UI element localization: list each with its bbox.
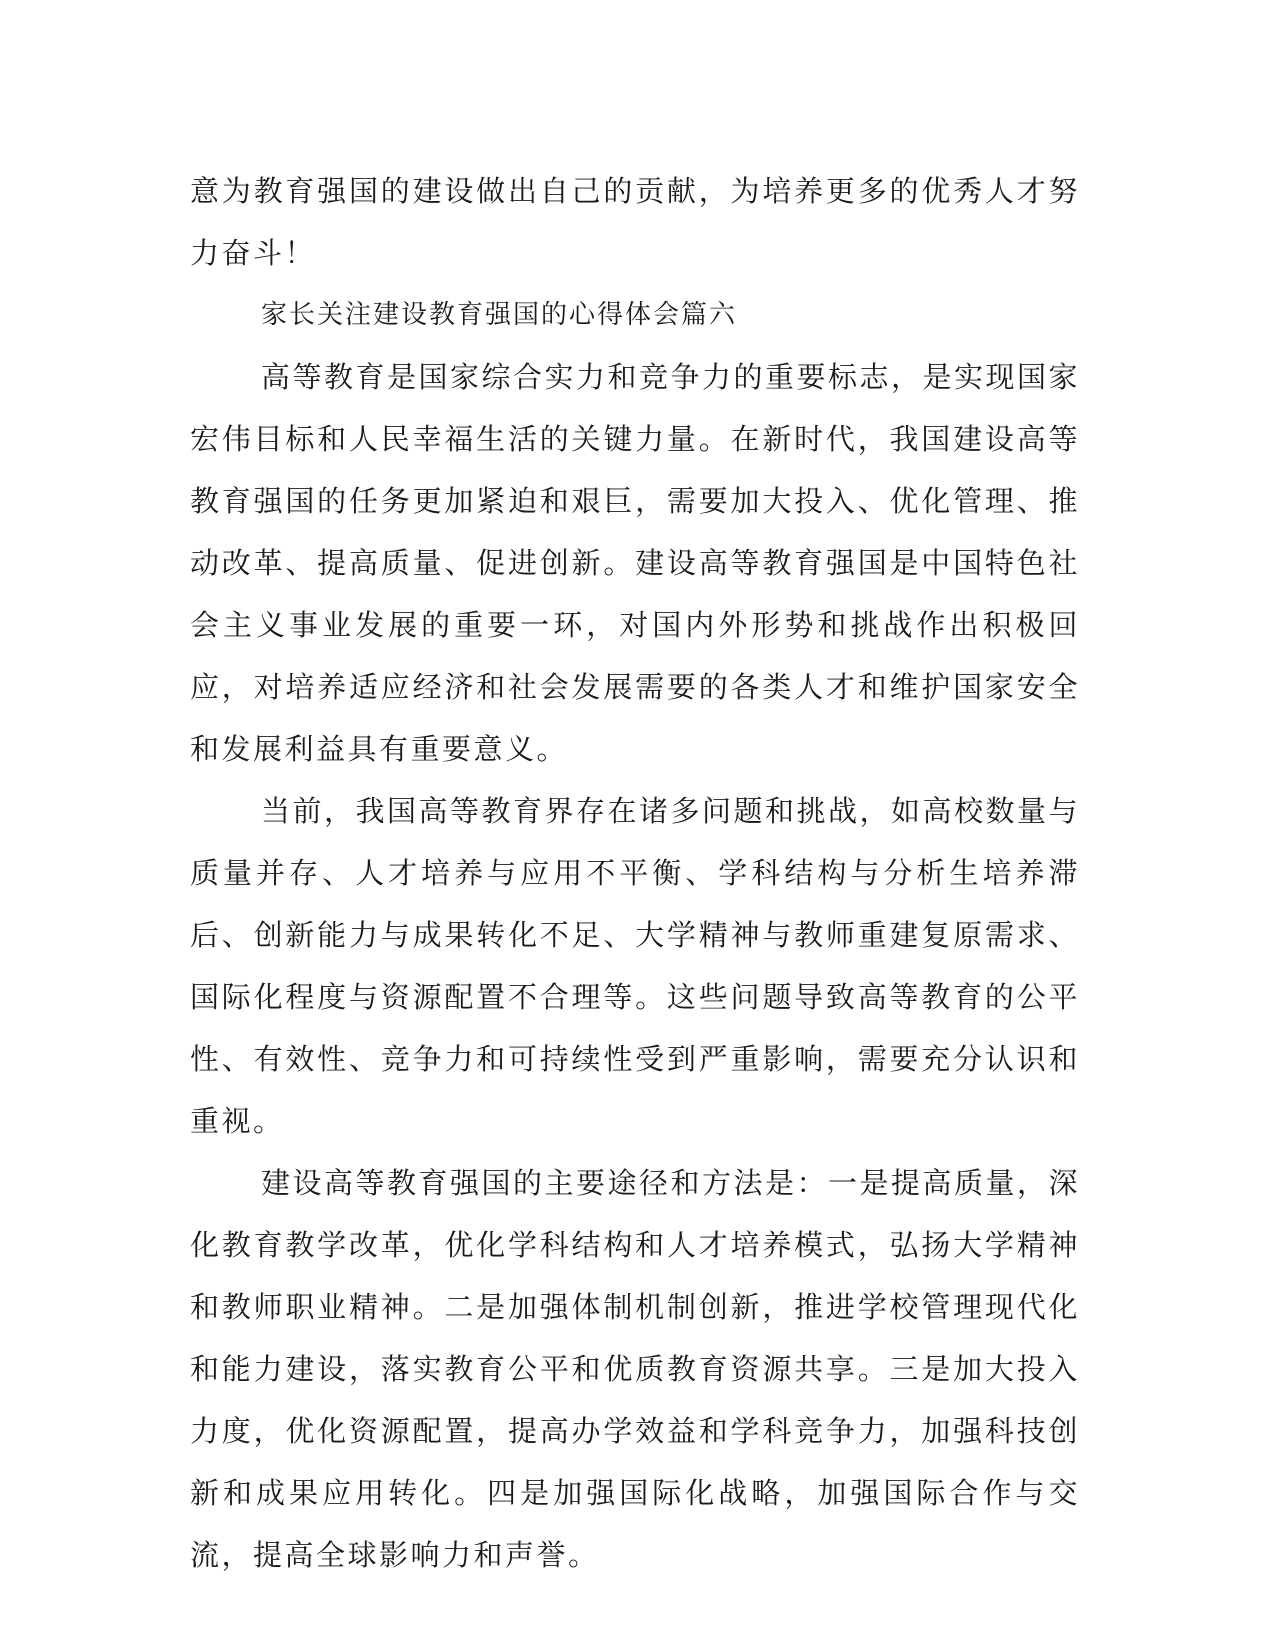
body-paragraph-3: 建设高等教育强国的主要途径和方法是：一是提高质量，深化教育教学改革，优化学科结构和人才培养模式，弘扬大学精神和教师职业精神。二是加强体制机制创新，推进学校管理现代化和能力建设，落实教育公平和优质教育资源共享。三是加大投入力度，优化资源配置，提高办学效益和学科竞争力，加强科技创新和成果应用转化。四是加强国际化战略，加强国际合作与交流，提高全球影响力和声誉。 [190, 1166, 1081, 1572]
body-paragraph-1: 高等教育是国家综合实力和竞争力的重要标志，是实现国家宏伟目标和人民幸福生活的关键力量。在新时代，我国建设高等教育强国的任务更加紧迫和艰巨，需要加大投入、优化管理、推动改革、提高质量、促进创新。建设高等教育强国是中国特色社会主义事业发展的重要一环，对国内外形势和挑战作出积极回应，对培养适应经济和社会发展需要的各类人才和维护国家安全和发展利益具有重要意义。 [190, 360, 1081, 766]
continuation-paragraph: 意为教育强国的建设做出自己的贡献，为培养更多的优秀人才努力奋斗！ [190, 174, 1080, 270]
body-paragraph-2: 当前，我国高等教育界存在诸多问题和挑战，如高校数量与质量并存、人才培养与应用不平衡、学科结构与分析生培养滞后、创新能力与成果转化不足、大学精神与教师重建复原需求、国际化程度与资源配置不合理等。这些问题导致高等教育的公平性、有效性、竞争力和可持续性受到严重影响，需要充分认识和重视。 [190, 794, 1081, 1138]
section-heading: 家长关注建设教育强国的心得体会篇六 [261, 300, 738, 330]
document-body [190, 160, 1080, 1586]
